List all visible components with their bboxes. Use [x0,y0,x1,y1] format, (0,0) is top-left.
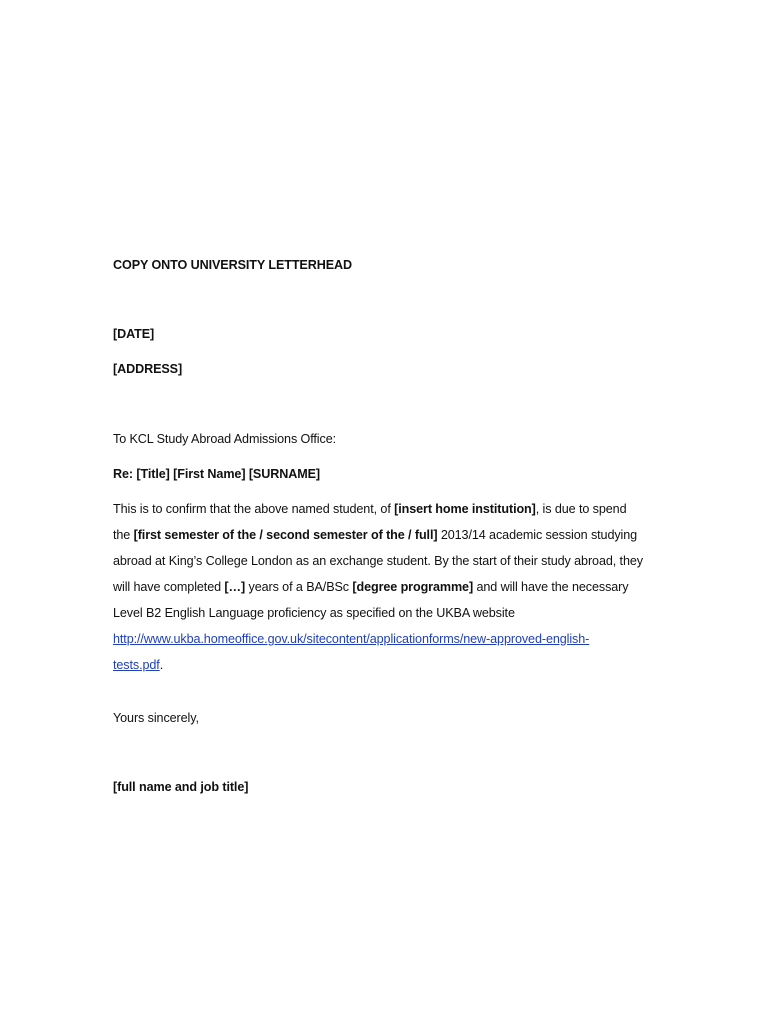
signature-placeholder: [full name and job title] [113,780,249,794]
body-line-2-text-a: the [113,528,134,542]
closing-line: Yours sincerely, [113,711,199,725]
body-line-5: Level B2 English Language proficiency as specified on the UKBA website [113,606,515,620]
ukba-link-part-2[interactable]: tests.pdf [113,658,160,672]
re-line: Re: [Title] [First Name] [SURNAME] [113,467,320,481]
years-placeholder: […] [224,580,246,594]
recipient-line: To KCL Study Abroad Admissions Office: [113,432,337,446]
home-institution-placeholder: [insert home institution] [394,502,536,516]
body-line-4 [113,579,628,595]
link-trailing-period: . [159,658,164,672]
date-placeholder: [DATE] [113,327,155,341]
body-line-1 [113,501,626,517]
body-line-2 [113,527,637,543]
ukba-link-part-1[interactable]: http://www.ukba.homeoffice.gov.uk/sitecontent/applicationforms/new-approved-english- [113,632,590,646]
body-line-3: abroad at King’s College London as an exchange student. By the start of their study abroad, they [113,554,643,568]
body-line-1-text-a: This is to confirm that the above named student, of [113,502,395,516]
semester-placeholder: [first semester of the / second semester of the / full] [133,528,438,542]
body-line-4-text-e: and will have the necessary [473,580,629,594]
letterhead-instruction: COPY ONTO UNIVERSITY LETTERHEAD [113,258,353,272]
ukba-link-line-1 [113,631,589,647]
body-line-4-text-a: will have completed [113,580,225,594]
address-placeholder: [ADDRESS] [113,362,183,376]
ukba-link-line-2 [113,657,163,673]
body-line-4-text-c: years of a BA/BSc [245,580,353,594]
body-line-1-text-c: , is due to spend [535,502,627,516]
body-line-2-text-c: 2013/14 academic session studying [437,528,638,542]
degree-programme-placeholder: [degree programme] [352,580,474,594]
